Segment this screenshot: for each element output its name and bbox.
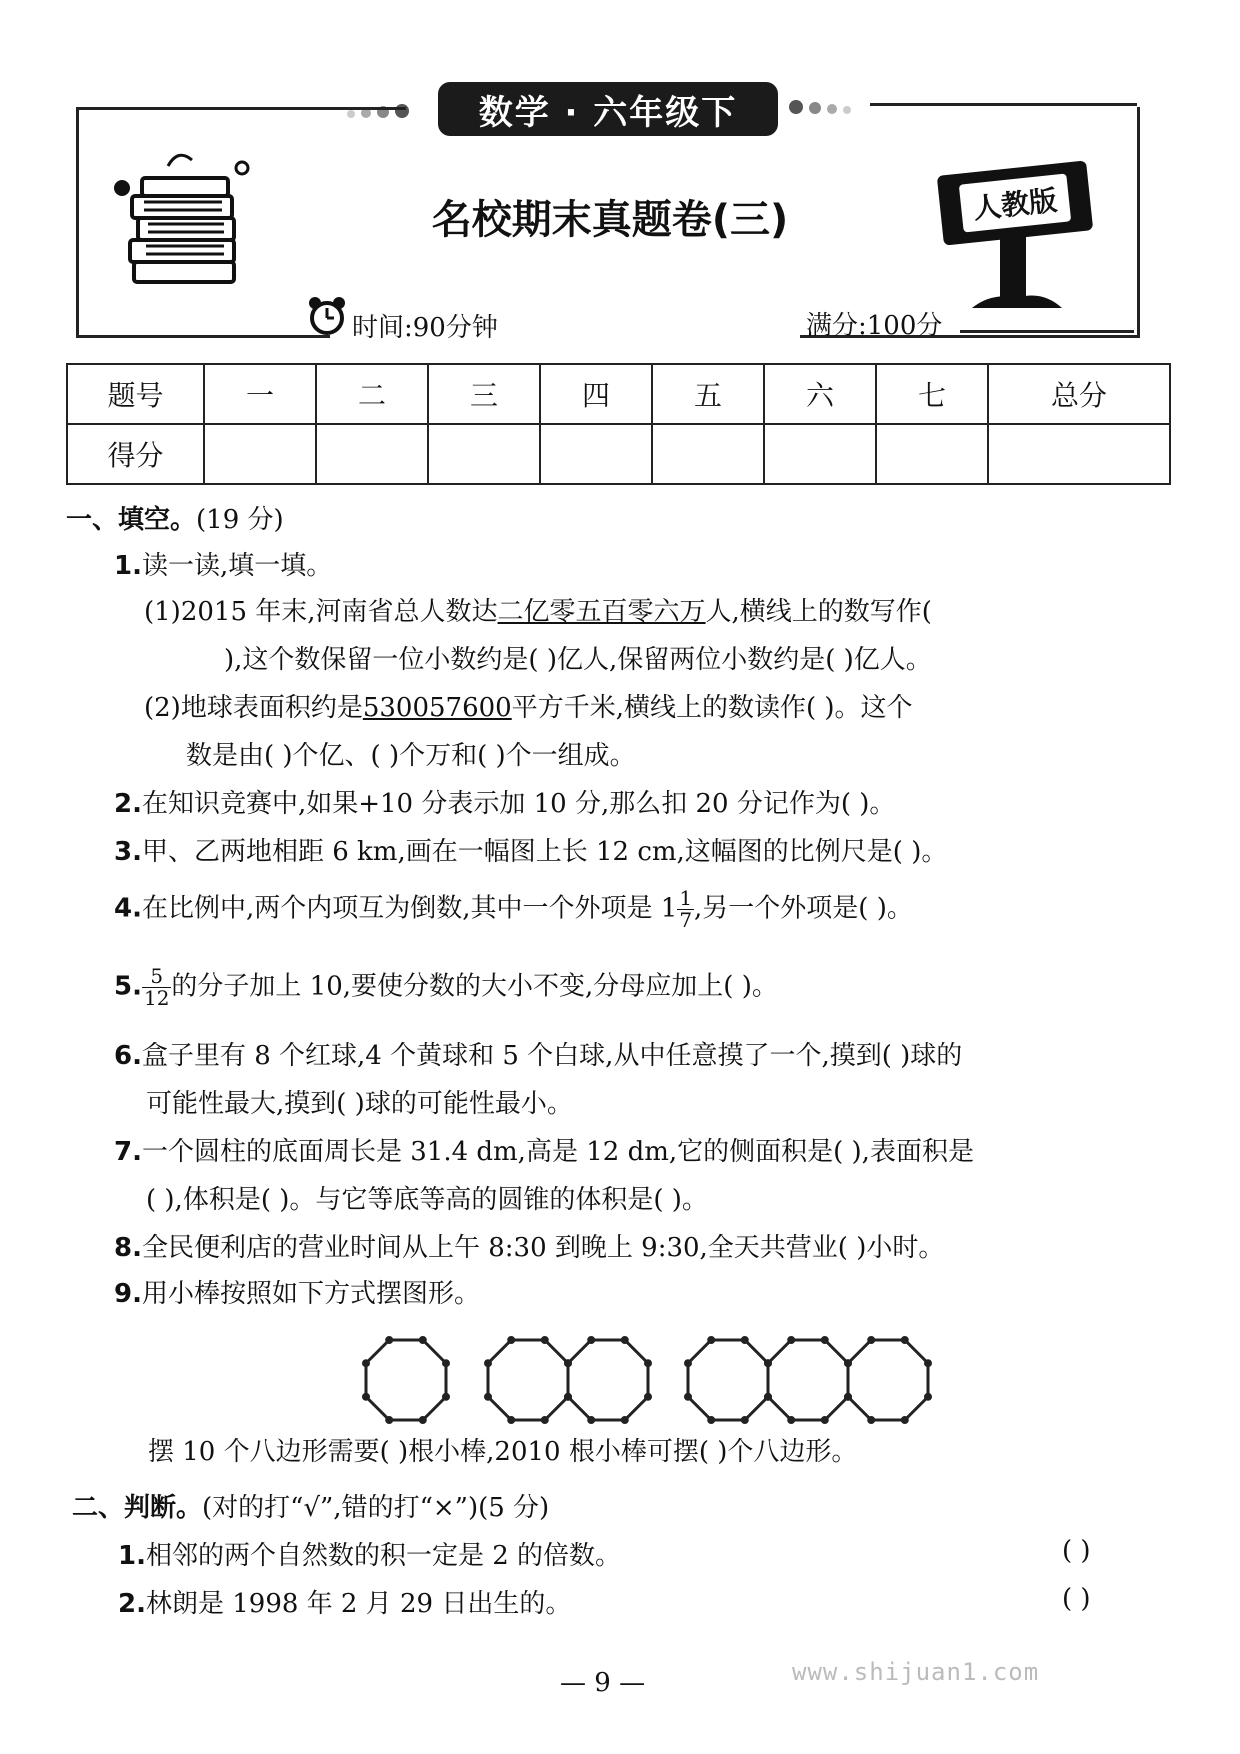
edition-badge: 人教版 (959, 173, 1071, 232)
stick-joint (589, 1418, 594, 1423)
question-1: 1.读一读,填一填。 (114, 551, 333, 581)
question-6-cont: 可能性最大,摸到( )球的可能性最小。 (146, 1089, 573, 1119)
question-1-part2-cont: 数是由( )个亿、( )个万和( )个一组成。 (186, 741, 636, 771)
score-cell: 总分 (988, 364, 1170, 424)
stick-joint (387, 1418, 392, 1423)
stick-joint (926, 1361, 931, 1366)
score-table-header-row (67, 364, 1170, 424)
score-input-cell[interactable] (204, 424, 316, 484)
question-3: 3.甲、乙两地相距 6 km,画在一幅图上长 12 cm,这幅图的比例尺是( )。 (114, 837, 948, 867)
question-1-part2: (2)地球表面积约是530057600平方千米,横线上的数读作( )。这个 (144, 693, 913, 723)
section1-heading: 一、填空。(19 分) (66, 505, 284, 535)
question-9-answer: 摆 10 个八边形需要( )根小棒,2010 根小棒可摆( )个八边形。 (148, 1437, 858, 1467)
score-cell: 五 (652, 364, 764, 424)
stick-joint (486, 1361, 491, 1366)
question-1-part1-cont: ),这个数保留一位小数约是( )亿人,保留两位小数约是( )亿人。 (224, 645, 932, 675)
question-7: 7.一个圆柱的底面周长是 31.4 dm,高是 12 dm,它的侧面积是( ),表面积是 (114, 1137, 974, 1167)
question-9: 9.用小棒按照如下方式摆图形。 (114, 1279, 480, 1309)
stick-joint (709, 1418, 714, 1423)
octagon (768, 1340, 848, 1420)
score-table (66, 363, 1171, 485)
score-input-cell[interactable] (540, 424, 652, 484)
stick-joint (444, 1361, 449, 1366)
question-8: 8.全民便利店的营业时间从上午 8:30 到晚上 9:30,全天共营业( )小时。 (114, 1233, 945, 1263)
score-input-cell[interactable] (988, 424, 1170, 484)
stick-joint (742, 1338, 747, 1343)
score-cell: 七 (876, 364, 988, 424)
score-input-cell[interactable] (764, 424, 876, 484)
score-input-cell[interactable] (876, 424, 988, 484)
stick-joint (509, 1418, 514, 1423)
stick-joint (902, 1338, 907, 1343)
question-5: 5. $\frac{5}{12}$ 的分子加上 10,要使分数的大小不变,分母应加上( )。 (114, 964, 778, 1010)
judge-question-1: 1.相邻的两个自然数的积一定是 2 的倍数。 (118, 1541, 622, 1571)
alarm-clock-icon (306, 295, 348, 337)
score-cell: 二 (316, 364, 428, 424)
score-cell: 三 (428, 364, 540, 424)
octagon (848, 1340, 928, 1420)
octagon (688, 1340, 768, 1420)
stick-joint (566, 1361, 571, 1366)
stick-joint (686, 1394, 691, 1399)
page-number: — 9 — (560, 1668, 646, 1698)
octagon (366, 1340, 446, 1420)
stick-joint (869, 1418, 874, 1423)
stick-joint (822, 1338, 827, 1343)
stick-joint (742, 1418, 747, 1423)
subject-banner: 数学 · 六年级下 (438, 82, 778, 136)
stick-joint (364, 1394, 369, 1399)
stick-joint (646, 1394, 651, 1399)
stick-joint (902, 1418, 907, 1423)
full-score-underline (960, 330, 1134, 333)
stick-joint (789, 1418, 794, 1423)
stick-joint (646, 1361, 651, 1366)
stick-joint (542, 1418, 547, 1423)
score-cell: 四 (540, 364, 652, 424)
grass-icon (972, 286, 1062, 310)
fraction-one-seventh: $\frac{1}{7}$ (679, 886, 693, 932)
octagon (568, 1340, 648, 1420)
stick-joint (444, 1394, 449, 1399)
judge-question-2: 2.林朗是 1998 年 2 月 29 日出生的。 (118, 1589, 572, 1619)
score-cell: 一 (204, 364, 316, 424)
stick-joint (709, 1338, 714, 1343)
stick-joint (566, 1394, 571, 1399)
fraction-five-twelfths: $\frac{5}{12}$ (143, 964, 170, 1010)
book-stack-icon (112, 146, 262, 296)
stick-joint (822, 1418, 827, 1423)
judge-answer-1[interactable]: ( ) (1062, 1536, 1091, 1566)
stick-joint (486, 1394, 491, 1399)
stick-joint (420, 1418, 425, 1423)
stick-joint (509, 1338, 514, 1343)
frame-top-left (76, 107, 406, 110)
stick-joint (766, 1361, 771, 1366)
full-score: 满分:100分 (806, 311, 943, 341)
score-input-cell[interactable] (316, 424, 428, 484)
stick-joint (542, 1338, 547, 1343)
octagon (488, 1340, 568, 1420)
octagon-figures (360, 1330, 940, 1430)
stick-joint (766, 1394, 771, 1399)
judge-answer-2[interactable]: ( ) (1062, 1584, 1091, 1614)
score-input-cell[interactable] (652, 424, 764, 484)
score-cell: 题号 (67, 364, 204, 424)
question-2: 2.在知识竞赛中,如果+10 分表示加 10 分,那么扣 20 分记作为( )。 (114, 789, 896, 819)
frame-top-right (870, 103, 1137, 106)
stick-joint (926, 1394, 931, 1399)
stick-joint (387, 1338, 392, 1343)
exam-title: 名校期末真题卷(三) (431, 197, 789, 243)
stick-joint (846, 1361, 851, 1366)
score-cell: 得分 (67, 424, 204, 484)
score-input-cell[interactable] (428, 424, 540, 484)
exam-time: 时间:90分钟 (352, 313, 498, 343)
question-6: 6.盒子里有 8 个红球,4 个黄球和 5 个白球,从中任意摸了一个,摸到( )球的 (114, 1041, 963, 1071)
stick-joint (869, 1338, 874, 1343)
stick-joint (589, 1338, 594, 1343)
stick-joint (364, 1361, 369, 1366)
score-table-score-row (67, 424, 1170, 484)
stick-joint (622, 1338, 627, 1343)
section2-heading: 二、判断。(对的打“√”,错的打“×”)(5 分) (72, 1493, 550, 1523)
watermark: www.shijuan1.com (792, 1658, 1040, 1686)
stick-joint (789, 1338, 794, 1343)
stick-joint (622, 1418, 627, 1423)
question-4: 4.在比例中,两个内项互为倒数,其中一个外项是 1 $\frac{1}{7}$ ,另一个外项是( )。 (114, 886, 913, 932)
stick-joint (686, 1361, 691, 1366)
stick-joint (846, 1394, 851, 1399)
question-7-cont: ( ),体积是( )。与它等底等高的圆锥的体积是( )。 (146, 1185, 708, 1215)
score-cell: 六 (764, 364, 876, 424)
stick-joint (420, 1338, 425, 1343)
question-1-part1: (1)2015 年末,河南省总人数达二亿零五百零六万人,横线上的数写作( (144, 597, 932, 627)
